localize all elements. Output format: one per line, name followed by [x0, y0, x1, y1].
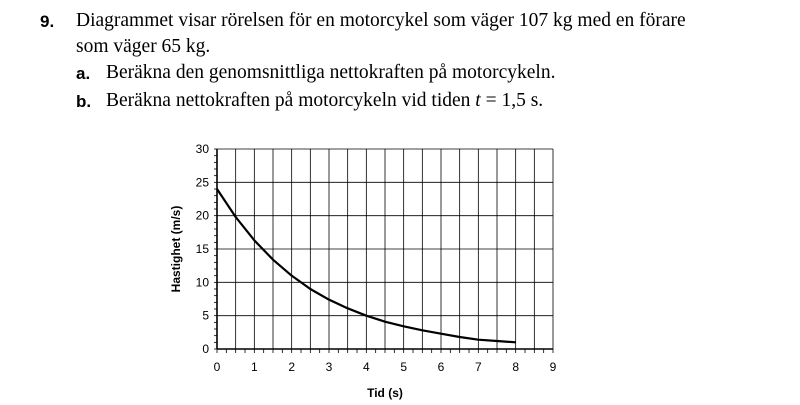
subquestion-b-text — [106, 90, 543, 112]
subquestion-a-text: Beräkna den genomsnittliga nettokraften på motorcykeln. — [106, 62, 556, 83]
y-tick-label: 30 — [195, 142, 209, 156]
subquestion-b-text-before: Beräkna nettokraften på motorcykeln vid tiden — [106, 90, 476, 111]
x-tick-label: 2 — [288, 360, 296, 374]
problem-stem-line1: Diagrammet visar rörelsen för en motorcykel som väger 107 kg med en förare — [76, 10, 686, 31]
x-tick-label: 8 — [512, 360, 520, 374]
problem-stem-line2: som väger 65 kg. — [76, 36, 211, 57]
subquestion-b-variable: t — [475, 90, 481, 111]
y-tick-label: 20 — [195, 208, 209, 223]
chart-tick-labels — [196, 142, 557, 374]
subquestion-b-letter: b. — [76, 92, 92, 111]
subquestion-a-letter: a. — [76, 64, 91, 83]
x-tick-label: 6 — [437, 360, 445, 374]
chart-grid — [217, 149, 553, 349]
subquestion-b-text-after: = 1,5 s. — [480, 90, 544, 111]
problem-number: 9. — [40, 12, 55, 31]
x-axis-label: Tid (s) — [367, 386, 403, 400]
x-tick-label: 9 — [549, 360, 557, 374]
y-tick-label: 15 — [195, 242, 209, 256]
x-tick-label: 7 — [474, 360, 482, 374]
y-tick-label: 0 — [202, 342, 209, 356]
x-tick-label: 0 — [213, 360, 221, 374]
x-tick-label: 3 — [325, 360, 333, 374]
velocity-time-chart — [150, 130, 580, 405]
x-tick-label: 5 — [400, 360, 408, 374]
y-tick-label: 25 — [195, 175, 209, 190]
y-tick-label: 5 — [202, 308, 209, 323]
y-axis-label: Hastighet (m/s) — [169, 205, 183, 293]
x-tick-label: 1 — [250, 360, 258, 374]
x-tick-label: 4 — [362, 360, 370, 374]
y-tick-label: 10 — [195, 275, 209, 290]
